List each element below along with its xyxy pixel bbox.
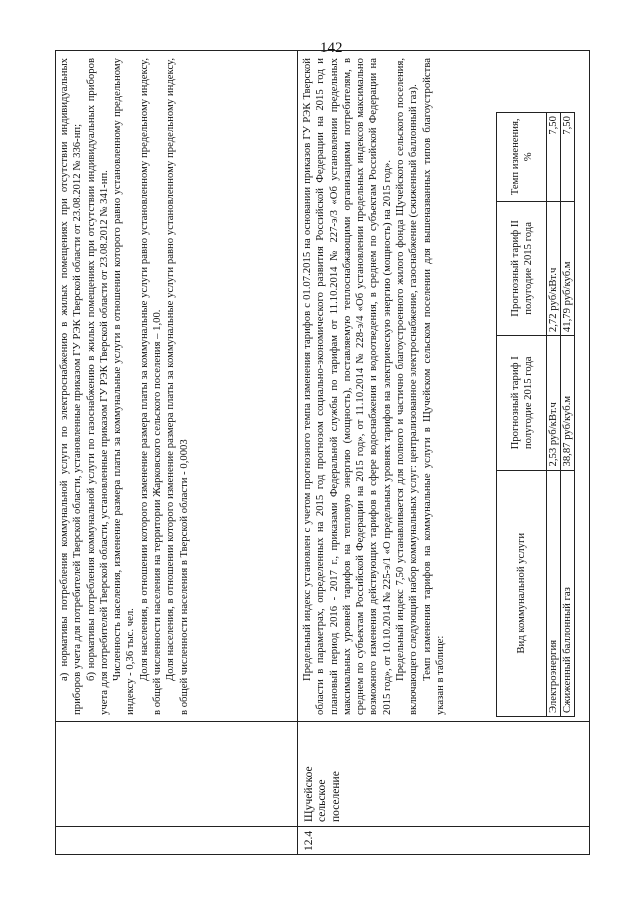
paragraph: а) нормативы потребления коммунальной услуги по электроснабжению в жилых помещениях при отсутствии индивидуальных приборов учета для потребителей Тверской области, установленные приказом ГУ РЭК Тверской области от 23.08.2012 № 336-нп;: [58, 58, 84, 715]
paragraph: Доля населения, в отношении которого изменение размера платы за коммунальные услуги равно установленному предельному индексу, в общей численности населения в Тверской области - 0,0003: [164, 58, 190, 715]
column-header: Прогнозный тариф I полугодие 2015 года: [497, 336, 547, 470]
previous-row-text: [58, 58, 191, 715]
paragraph: Темп изменения тарифов на коммунальные услуги в Щучейском сельском поселении для вышеназванных типов благоустройства указан в таблице:: [420, 58, 446, 715]
column-header: Прогнозный тариф II полугодие 2015 года: [497, 201, 547, 335]
table-cell: 2,72 руб/кВт.ч: [547, 201, 561, 335]
table-cell: 38,87 руб/куб.м: [561, 336, 575, 470]
column-divider: [55, 721, 590, 722]
table-header-row: [497, 113, 547, 717]
settlement-name: Щучейское сельское поселение: [303, 766, 342, 822]
paragraph: Численность населения, изменение размера платы за коммунальные услуги в отношении которого равно установленному предельному индексу - 0,36 тыс. чел.: [111, 58, 137, 715]
paragraph: б) нормативы потребления коммунальной услуги по газоснабжению в жилых помещениях при отсутствии индивидуальных приборов учета для потребителей Тверской области, установленные приказом ГУ РЭК Тверской области от 23.08.2012 № 341-нп.: [84, 58, 110, 715]
page-number: 142: [320, 40, 343, 56]
column-header: Темп изменения, %: [497, 113, 547, 202]
column-divider: [55, 826, 590, 827]
paragraph: Предельный индекс 7,50 устанавливается для полного и частично благоустроенного жилого фонда Щучейского сельского поселения, включающего следующий набор коммунальных услуг: централизованное электроснабжение, газоснабжение (сжиженный баллонный газ).: [394, 58, 420, 715]
table-row: [547, 113, 561, 717]
table-cell: 41,79 руб/куб.м: [561, 201, 575, 335]
column-header: Вид коммунальной услуги: [497, 470, 547, 716]
table-cell: 7,50: [547, 113, 561, 202]
table-row: [561, 113, 575, 717]
paragraph: Предельный индекс установлен с учетом прогнозного темпа изменения тарифов с 01.07.2015 на основании приказов ГУ РЭК Тверской области в параметрах, определенных на 2015 год прогнозом социально-экономического развития Российской Федерации на 2015 год и плановый период 2016 - 2017 г., приказами Федеральной службы по тарифам от 11.10.2014 № 227-э/3 «Об установлении предельных максимальных уровней тарифов на тепловую энергию (мощность), поставляемую теплоснабжающими организациями потребителям, в среднем по субъектам Российской Федерации на 2015 год», от 11.10.2014 № 228-э/4 «Об установлении предельных индексов максимально возможного изменения действующих тарифов в сфере водоснабжения и водоотведения, в среднем по субъектам Российской Федерации на 2015 год», от 10.10.2014 № 225-э/1 «О предельных уровнях тарифов на электрическую энергию (мощность) на 2015 год».: [301, 58, 393, 715]
table-cell: Электроэнергия: [547, 470, 561, 716]
row-divider: [297, 50, 298, 855]
table-cell: Сжиженный баллонный газ: [561, 470, 575, 716]
row-number: 12.4: [303, 830, 315, 851]
rotated-table: [55, 50, 590, 855]
tariff-table: [496, 112, 575, 717]
paragraph: Доля населения, в отношении которого изменение размера платы за коммунальные услуги равно установленному предельному индексу, в общей численности населения на территории Жарковского сельского поселения – 1,00.: [137, 58, 164, 715]
table-cell: 7,50: [561, 113, 575, 202]
table-cell: 2,53 руб/кВт.ч: [547, 336, 561, 470]
row-text: [301, 58, 447, 715]
